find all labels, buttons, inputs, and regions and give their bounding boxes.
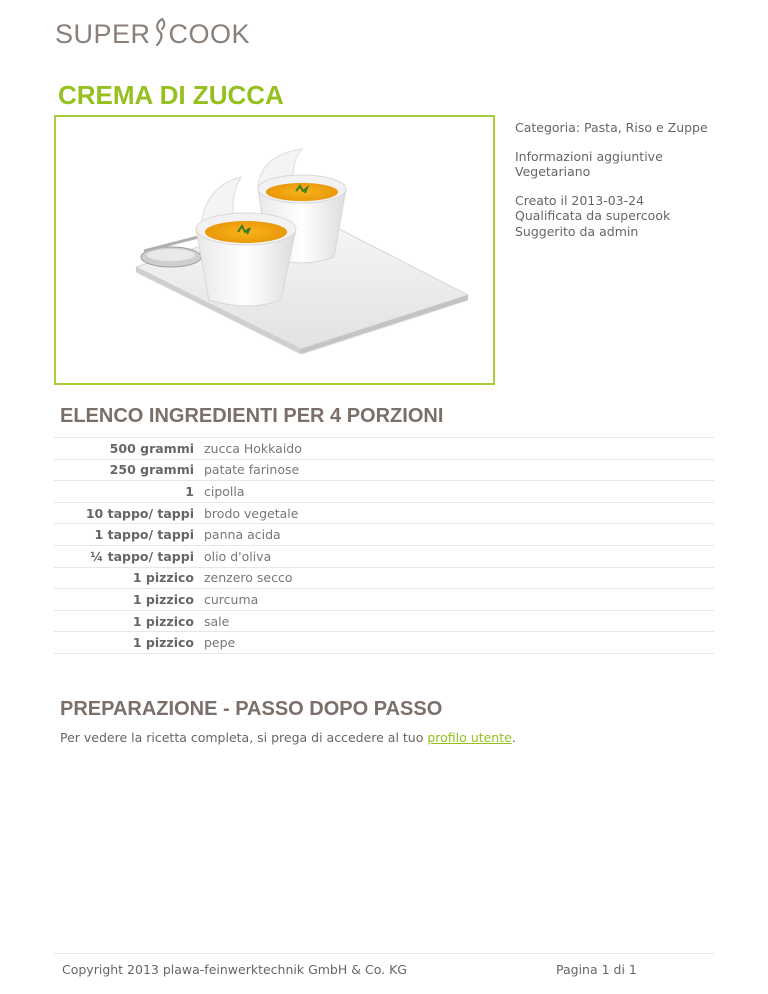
ingredient-name: panna acida — [204, 527, 281, 543]
ingredient-qty: 10 tappo/ tappi — [85, 505, 194, 521]
ingredient-name: cipolla — [204, 483, 245, 499]
ingredient-name: olio d'oliva — [204, 548, 272, 564]
ingredients-table — [54, 437, 714, 654]
footer-divider — [54, 953, 714, 954]
table-row — [54, 481, 714, 503]
ingredient-name: zenzero secco — [204, 570, 293, 586]
ingredients-heading: ELENCO INGREDIENTI PER 4 PORZIONI — [60, 405, 444, 427]
ingredient-name: pepe — [204, 635, 236, 651]
qualified-by: Qualificata da supercook — [515, 208, 671, 223]
table-row — [54, 567, 714, 589]
table-row — [54, 632, 714, 654]
table-row — [54, 524, 714, 546]
ingredient-qty: 1 pizzico — [132, 591, 194, 607]
table-row — [54, 610, 714, 632]
recipe-title: CREMA DI ZUCCA — [58, 80, 284, 110]
ingredient-qty: 1 — [185, 483, 194, 499]
preparation-text-before: Per vedere la ricetta completa, si prega di accedere al tuo — [60, 730, 428, 745]
preparation-text — [60, 730, 516, 745]
table-row — [54, 589, 714, 611]
ingredient-qty: 500 grammi — [109, 440, 194, 456]
ingredient-qty: ¼ tappo/ tappi — [90, 548, 194, 564]
table-row — [54, 459, 714, 481]
category-text: Categoria: Pasta, Riso e Zuppe — [515, 120, 708, 135]
extra-info — [515, 149, 715, 180]
extra-info-label: Informazioni aggiuntive — [515, 148, 663, 164]
ingredient-name: zucca Hokkaido — [204, 440, 302, 456]
table-row — [54, 438, 714, 460]
ingredient-name: brodo vegetale — [204, 505, 299, 521]
user-profile-link[interactable]: profilo utente — [427, 730, 512, 745]
table-row — [54, 545, 714, 567]
logo-text-right: COOK — [168, 18, 251, 49]
preparation-heading: PREPARAZIONE - PASSO DOPO PASSO — [60, 698, 443, 720]
table-row — [54, 502, 714, 524]
extra-info-value: Vegetariano — [515, 164, 591, 179]
creation-info — [515, 193, 715, 240]
soup-dish-illustration — [56, 117, 493, 383]
ingredient-name: curcuma — [204, 591, 259, 607]
recipe-photo — [54, 115, 495, 385]
ingredient-qty: 250 grammi — [109, 462, 194, 478]
ingredient-qty: 1 pizzico — [132, 570, 194, 586]
ingredient-qty: 1 pizzico — [132, 613, 194, 629]
copyright-text: Copyright 2013 plawa-feinwerktechnik GmbH & Co. KG — [62, 962, 407, 977]
leaf-icon — [153, 17, 167, 47]
ingredient-qty: 1 tappo/ tappi — [94, 527, 194, 543]
recipe-meta — [515, 120, 715, 252]
page-number: Pagina 1 di 1 — [556, 962, 637, 977]
ingredient-name: sale — [204, 613, 230, 629]
logo-text-left: SUPER — [55, 18, 151, 49]
ingredient-qty: 1 pizzico — [132, 635, 194, 651]
ingredient-name: patate farinose — [204, 462, 300, 478]
created-date: Creato il 2013-03-24 — [515, 192, 645, 208]
suggested-by: Suggerito da admin — [515, 223, 639, 239]
supercook-logo — [55, 14, 250, 54]
preparation-text-after: . — [511, 730, 516, 745]
